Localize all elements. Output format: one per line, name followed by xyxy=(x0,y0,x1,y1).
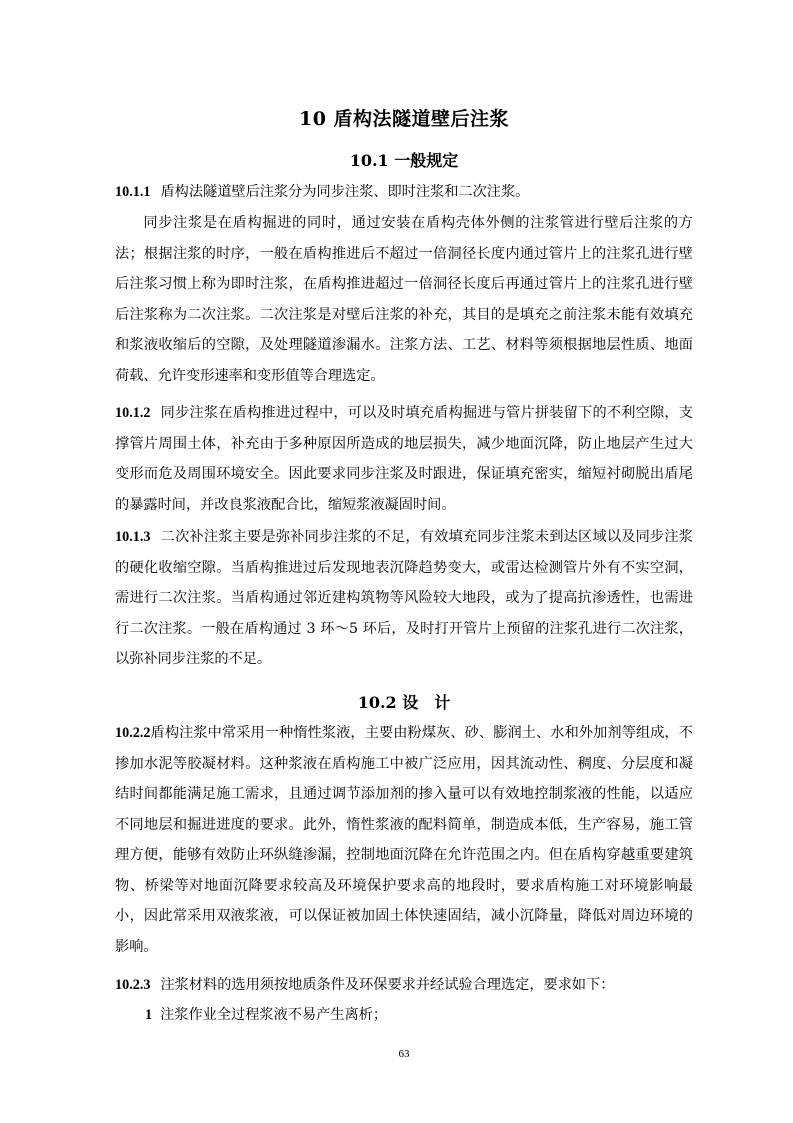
section-title-10-2: 10.2 设 计 xyxy=(357,693,451,712)
clause-10-1-1 xyxy=(115,177,693,208)
page-number: 63 xyxy=(398,1048,410,1060)
clause-number: 10.2.2 xyxy=(115,725,151,741)
clause-10-1-2 xyxy=(115,398,693,520)
clause-10-1-3 xyxy=(115,522,693,675)
clause-10-2-2 xyxy=(115,718,693,962)
item-number: 1 xyxy=(145,1007,153,1023)
clause-text: 盾构注浆中常采用一种惰性浆液，主要由粉煤灰、砂、膨润土、水和外加剂等组成，不掺加水泥等胶凝材料。这种浆液在盾构施工中被广泛应用，因其流动性、稠度、分层度和凝结时间都能满足施工需求，且通过调节添加剂的掺入量可以有效地控制浆液的性能，以适应不同地层和掘进进度的要求。此外，惰性浆液的配料简单，制造成本低，生产容易，施工管理方便，能够有效防止环纵缝渗漏，控制地面沉降在允许范围之内。但在盾构穿越重要建筑物、桥梁等对地面沉降要求较高及环境保护要求高的地段时，要求盾构施工对环境影响最小，因此常采用双液浆液，可以保证被加固土体快速固结，减小沉降量，降低对周边环境的影响。 xyxy=(115,725,693,955)
section-title-10-1: 10.1 一般规定 xyxy=(349,151,459,170)
clause-number: 10.1.1 xyxy=(115,184,151,200)
chapter-title: 10 盾构法隧道壁后注浆 xyxy=(298,108,510,130)
clause-text: 二次补注浆主要是弥补同步注浆的不足，有效填充同步注浆未到达区域以及同步注浆的硬化收缩空隙。当盾构推进过后发现地表沉降趋势变大，或雷达检测管片外有不实空洞，需进行二次注浆。当盾构通过邻近建构筑物等风险较大地段，或为了提高抗渗透性，也需进行二次注浆。一般在盾构通过 3 环～5 环后，及时打开管片上预留的注浆孔进行二次注浆，以弥补同步注浆的不足。 xyxy=(115,529,693,667)
clause-10-1-1-explanation: 同步注浆是在盾构掘进的同时，通过安装在盾构壳体外侧的注浆管进行壁后注浆的方法；根据注浆的时序，一般在盾构推进后不超过一倍洞径长度内通过管片上的注浆孔进行壁后注浆习惯上称为即时注浆，在盾构推进超过一倍洞径长度后再通过管片上的注浆孔进行壁后注浆称为二次注浆。二次注浆是对壁后注浆的补充，其目的是填充之前注浆未能有效填充和浆液收缩后的空隙，及处理隧道渗漏水。注浆方法、工艺、材料等须根据地层性质、地面荷载、允许变形速率和变形值等合理选定。 xyxy=(115,215,693,384)
clause-10-2-3 xyxy=(115,970,693,1001)
item-text: 注浆作业全过程浆液不易产生离析； xyxy=(160,1007,388,1023)
clause-number: 10.2.3 xyxy=(115,977,151,993)
clause-text: 盾构法隧道壁后注浆分为同步注浆、即时注浆和二次注浆。 xyxy=(160,184,530,200)
clause-number: 10.1.3 xyxy=(115,529,151,545)
list-item-1 xyxy=(145,1000,693,1031)
clause-number: 10.1.2 xyxy=(115,405,151,421)
clause-text: 同步注浆在盾构推进过程中，可以及时填充盾构掘进与管片拼装留下的不利空隙，支撑管片周围土体，补充由于多种原因所造成的地层损失，减少地面沉降，防止地层产生过大变形而危及周围环境安全。因此要求同步注浆及时跟进，保证填充密实，缩短衬砌脱出盾尾的暴露时间，并改良浆液配合比，缩短浆液凝固时间。 xyxy=(115,405,693,513)
clause-text: 注浆材料的选用须按地质条件及环保要求并经试验合理选定，要求如下： xyxy=(160,977,615,993)
